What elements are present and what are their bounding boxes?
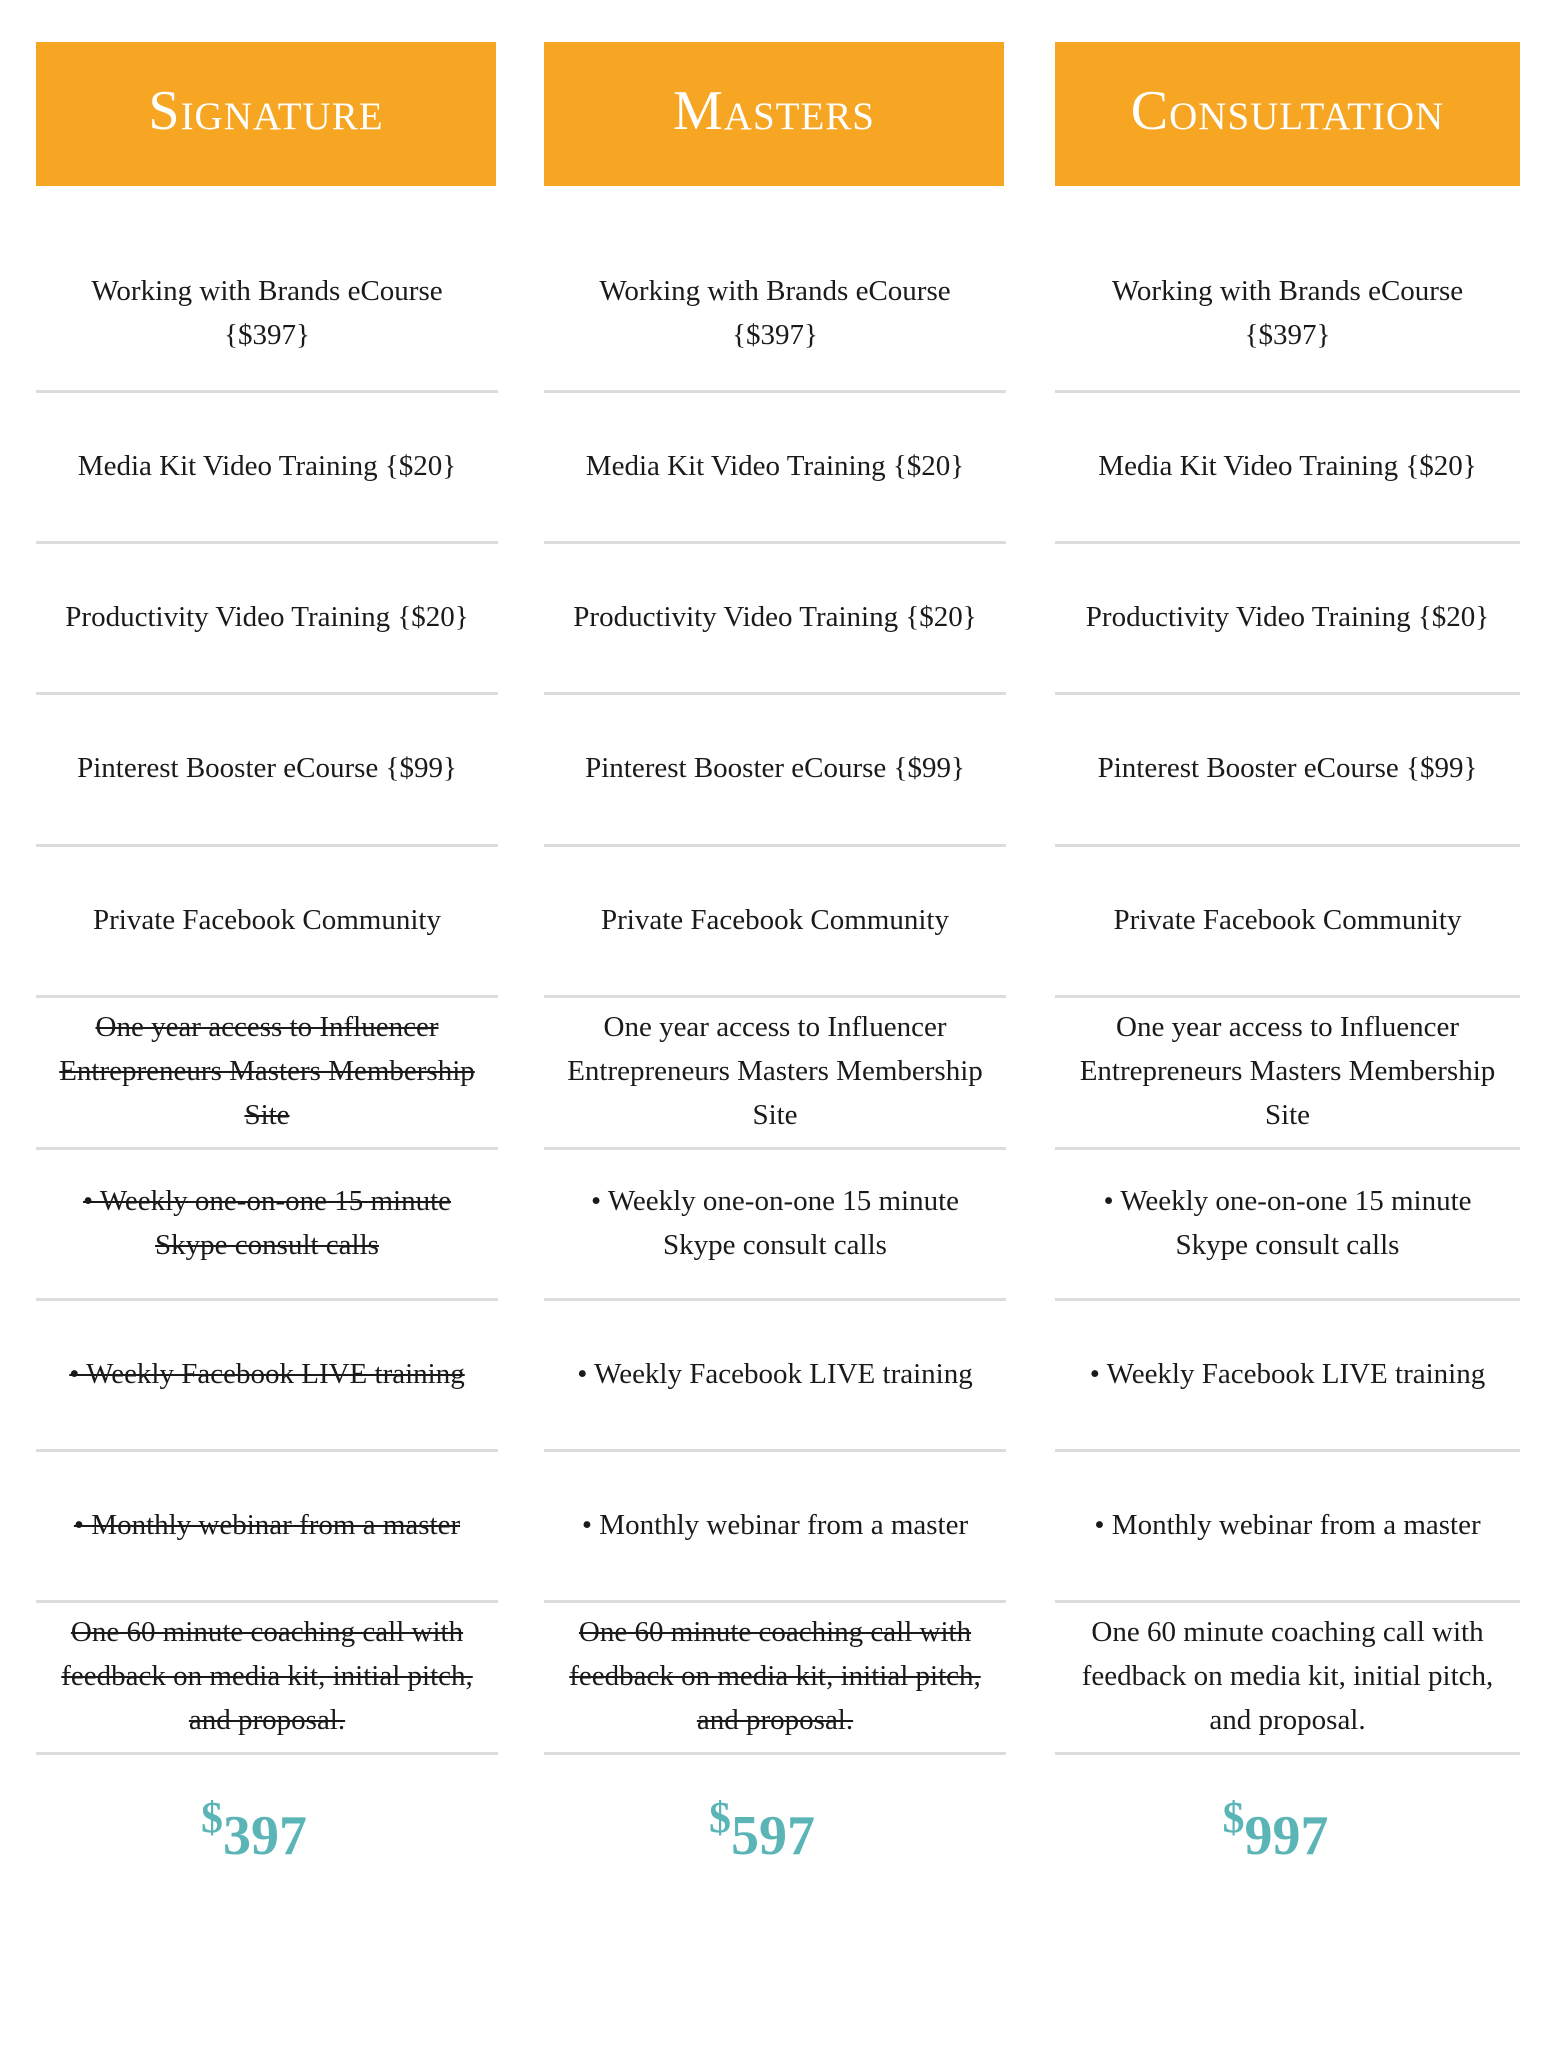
- feature-label: • Monthly webinar from a master: [1094, 1508, 1481, 1541]
- feature-row: [544, 1147, 1006, 1298]
- feature-label: Working with Brands eCourse {$397}: [91, 275, 443, 351]
- price-amount: 597: [731, 1805, 815, 1867]
- feature-row: [544, 541, 1006, 692]
- feature-row: [36, 995, 498, 1147]
- feature-row: [36, 1600, 498, 1752]
- feature-row: [36, 1298, 498, 1449]
- plan-price: [532, 1790, 992, 1880]
- feature-label: Media Kit Video Training {$20}: [1098, 449, 1477, 482]
- price-amount: 397: [223, 1805, 307, 1867]
- feature-row: [544, 995, 1006, 1147]
- price-currency-symbol: $: [1222, 1793, 1245, 1842]
- feature-row: [1055, 541, 1520, 692]
- feature-row: [36, 541, 498, 692]
- feature-label: Private Facebook Community: [601, 903, 949, 936]
- feature-row: [36, 692, 498, 844]
- plan-title: Masters: [673, 80, 875, 142]
- feature-row: [544, 844, 1006, 995]
- feature-label-struck: • Weekly one-on-one 15 minute Skype consult calls: [82, 1184, 452, 1261]
- row-divider: [544, 1752, 1006, 1755]
- feature-row: [1055, 1449, 1520, 1600]
- feature-row: [544, 390, 1006, 541]
- price-currency-symbol: $: [709, 1793, 731, 1842]
- feature-label: • Weekly Facebook LIVE training: [1089, 1357, 1486, 1390]
- feature-label-struck: One 60 minute coaching call with feedback on media kit, initial pitch, and proposal.: [61, 1616, 473, 1736]
- feature-label: One year access to Influencer Entrepreneurs Masters Membership Site: [567, 1011, 983, 1131]
- feature-label-struck: One 60 minute coaching call with feedback on media kit, initial pitch, and proposal.: [569, 1616, 981, 1736]
- feature-row: [1055, 1298, 1520, 1449]
- feature-label: Productivity Video Training {$20}: [1085, 600, 1490, 633]
- price-currency-symbol: $: [201, 1793, 223, 1842]
- feature-label-struck: • Weekly Facebook LIVE training: [69, 1357, 465, 1390]
- feature-label: Media Kit Video Training {$20}: [585, 449, 965, 482]
- feature-label: Private Facebook Community: [93, 903, 441, 936]
- feature-label: Pinterest Booster eCourse {$99}: [1097, 752, 1478, 784]
- feature-label: Private Facebook Community: [1113, 903, 1462, 936]
- price-amount: 997: [1244, 1805, 1329, 1867]
- feature-label: Media Kit Video Training {$20}: [77, 449, 457, 482]
- plan-header: [544, 42, 1004, 186]
- feature-label: • Weekly one-on-one 15 minute Skype consult calls: [1103, 1184, 1472, 1261]
- feature-label: • Weekly one-on-one 15 minute Skype consult calls: [590, 1184, 960, 1261]
- plan-price: [24, 1790, 484, 1880]
- row-divider: [1055, 1752, 1520, 1755]
- feature-row: [544, 692, 1006, 844]
- feature-row: [36, 1147, 498, 1298]
- feature-label: One 60 minute coaching call with feedback on media kit, initial pitch, and proposal.: [1081, 1616, 1494, 1736]
- feature-row: [36, 1449, 498, 1600]
- plan-title: Signature: [148, 80, 384, 142]
- feature-row: [1055, 390, 1520, 541]
- feature-label: Productivity Video Training {$20}: [65, 600, 469, 633]
- row-divider: [36, 1752, 498, 1755]
- feature-label: Working with Brands eCourse {$397}: [599, 275, 951, 351]
- feature-label: Pinterest Booster eCourse {$99}: [585, 752, 965, 784]
- feature-label: • Weekly Facebook LIVE training: [577, 1357, 973, 1390]
- feature-row: [1055, 236, 1520, 390]
- feature-row: [36, 390, 498, 541]
- feature-row: [544, 1449, 1006, 1600]
- feature-row: [1055, 692, 1520, 844]
- feature-label-struck: One year access to Influencer Entrepreneurs Masters Membership Site: [59, 1011, 475, 1131]
- feature-row: [36, 236, 498, 390]
- feature-row: [1055, 844, 1520, 995]
- feature-label: Pinterest Booster eCourse {$99}: [77, 752, 457, 784]
- feature-row: [544, 236, 1006, 390]
- feature-label: One year access to Influencer Entrepreneurs Masters Membership Site: [1079, 1011, 1496, 1131]
- feature-label: • Monthly webinar from a master: [581, 1508, 969, 1541]
- feature-row: [544, 1298, 1006, 1449]
- feature-row: [36, 844, 498, 995]
- feature-label: Working with Brands eCourse {$397}: [1111, 275, 1464, 351]
- plan-price: [1043, 1790, 1508, 1880]
- feature-row: [544, 1600, 1006, 1752]
- feature-row: [1055, 995, 1520, 1147]
- feature-label: Productivity Video Training {$20}: [573, 600, 977, 633]
- feature-row: [1055, 1147, 1520, 1298]
- feature-row: [1055, 1600, 1520, 1752]
- feature-label-struck: • Monthly webinar from a master: [73, 1508, 461, 1541]
- plan-title: Consultation: [1130, 80, 1445, 142]
- plan-header: [36, 42, 496, 186]
- plan-header: [1055, 42, 1520, 186]
